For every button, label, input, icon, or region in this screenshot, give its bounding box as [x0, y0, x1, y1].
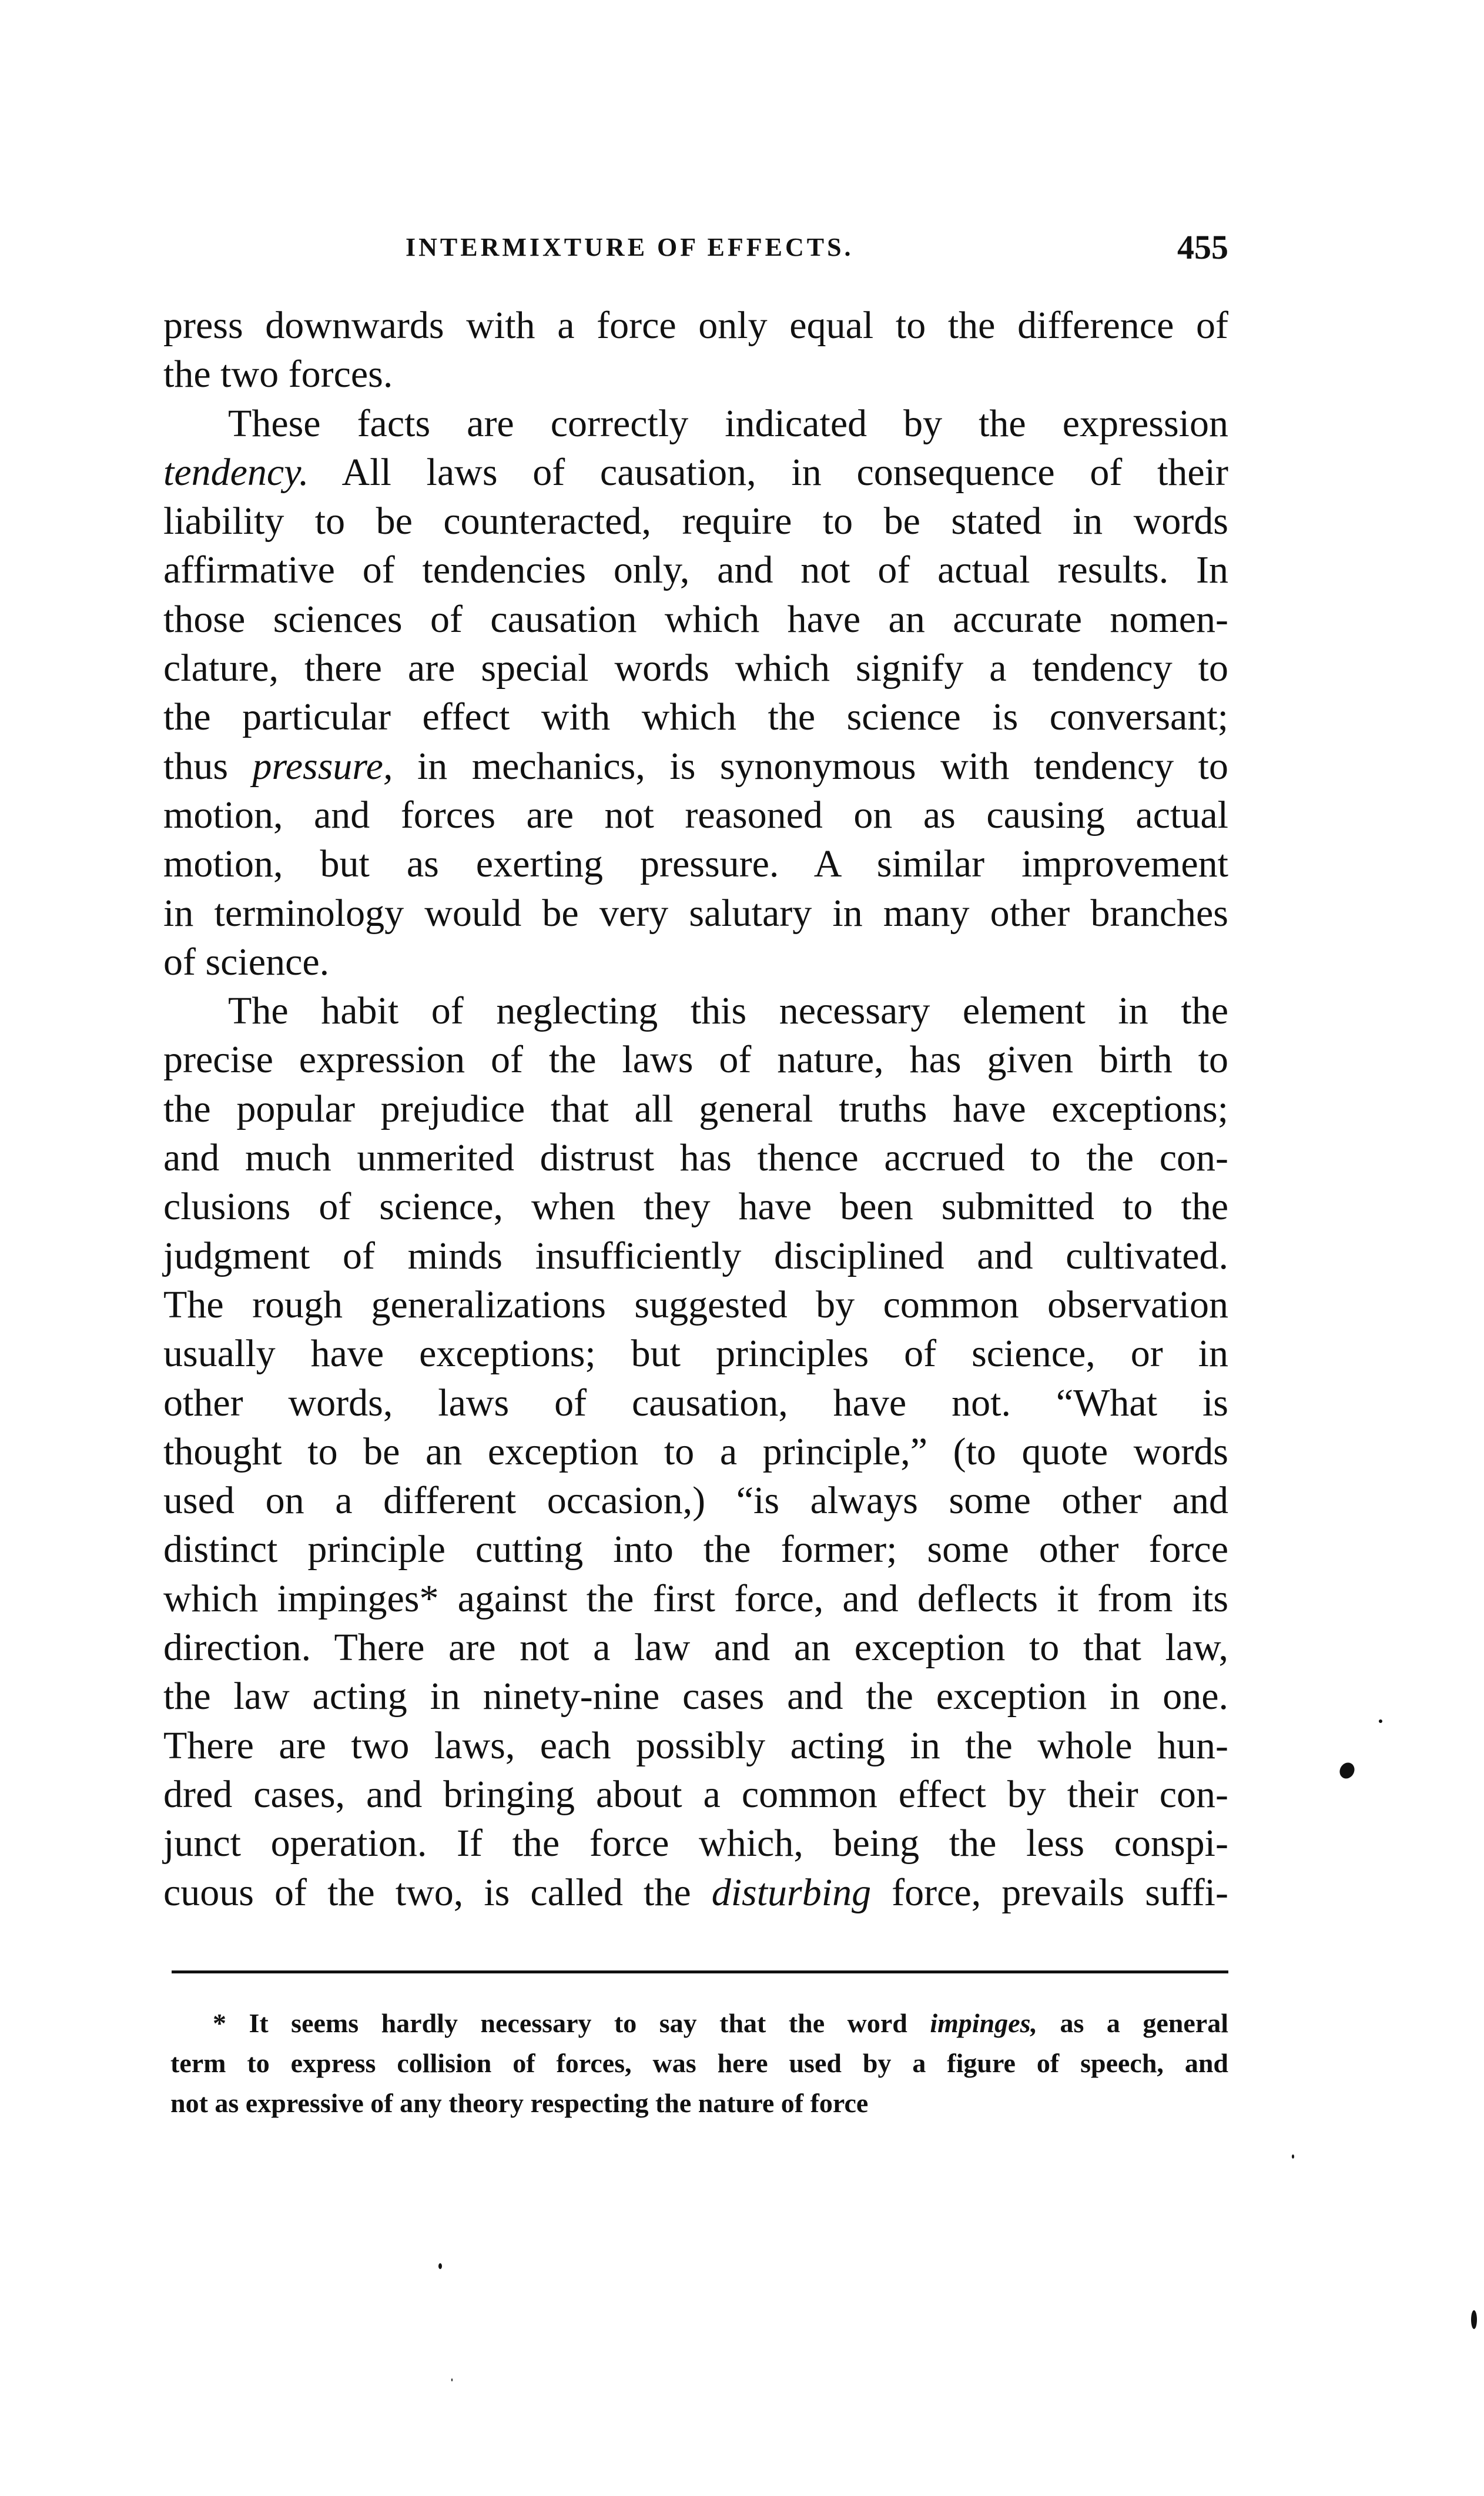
footnote-line [170, 2083, 1228, 2123]
text-run: in mechanics, is synonymous with tendency to [393, 744, 1228, 788]
text-run: clusions of science, when they have been submitted to the [163, 1185, 1228, 1229]
text-run: motion, and forces are not reasoned on as causing actual [163, 793, 1228, 837]
text-run: The habit of neglecting this necessary element in the [228, 989, 1228, 1033]
body-line [163, 1182, 1228, 1231]
body-line [163, 1868, 1228, 1917]
text-run: which impinges* against the first force, and deflects it from its [163, 1577, 1228, 1620]
body-line [163, 1721, 1228, 1770]
text-run: usually have exceptions; but principles of science, or in [163, 1332, 1228, 1376]
body-line [163, 399, 1228, 448]
scan-speck [1337, 1760, 1358, 1781]
body-line [163, 791, 1228, 839]
text-run: force, prevails suffi- [871, 1871, 1229, 1914]
text-run: * It seems hardly necessary to say that the word [213, 2008, 930, 2038]
text-run: precise expression of the laws of nature, has given birth to [163, 1038, 1228, 1082]
text-run: clature, there are special words which signify a tendency to [163, 647, 1228, 690]
body-line [163, 742, 1228, 791]
body-line [163, 1574, 1228, 1623]
text-run: those sciences of causation which have an accurate nomen- [163, 597, 1228, 641]
text-run: direction. There are not a law and an exception to that law, [163, 1626, 1228, 1669]
running-head [163, 228, 1228, 273]
text-run: These facts are correctly indicated by the expression [228, 401, 1228, 445]
italic-text: disturbing [711, 1871, 872, 1914]
text-run: affirmative of tendencies only, and not of actual results. In [163, 548, 1228, 592]
body-line [163, 1770, 1228, 1819]
text-run: dred cases, and bringing about a common effect by their con- [163, 1772, 1228, 1816]
body-line [163, 1329, 1228, 1378]
text-run: the law acting in ninety-nine cases and the exception in one. [163, 1675, 1228, 1718]
text-run: the popular prejudice that all general truths have exceptions; [163, 1087, 1228, 1130]
body-line [163, 595, 1228, 644]
text-run: of science. [163, 940, 330, 983]
italic-text: tendency. [163, 450, 309, 494]
text-run: other words, laws of causation, have not. “What is [163, 1381, 1228, 1424]
text-run: not as expressive of any theory respecting the nature of force [170, 2088, 869, 2118]
scan-speck [438, 2263, 442, 2269]
text-run: in terminology would be very salutary in many other branches [163, 891, 1228, 935]
text-run: cuous of the two, is called the [163, 1871, 712, 1914]
text-run: thought to be an exception to a principle,” (to quote words [163, 1430, 1228, 1473]
body-line [163, 1133, 1228, 1182]
text-run: thus [163, 744, 253, 788]
text-run: motion, but as exerting pressure. A similar improvement [163, 842, 1228, 886]
body-line [163, 1476, 1228, 1525]
body-line [163, 1819, 1228, 1868]
text-run: The rough generalizations suggested by common observation [163, 1283, 1228, 1326]
text-run: term to express collision of forces, was here used by a figure of speech, and [170, 2048, 1228, 2078]
body-line [163, 1280, 1228, 1329]
text-run: distinct principle cutting into the former; some other force [163, 1528, 1228, 1571]
page-number: 455 [1177, 228, 1228, 266]
body-line [163, 1035, 1228, 1084]
body-line [163, 497, 1228, 546]
scan-speck [451, 2378, 453, 2381]
text-run: and much unmerited distrust has thence accrued to the con- [163, 1136, 1228, 1180]
italic-text: impinges, [930, 2008, 1038, 2038]
footnotes [170, 2003, 1228, 2123]
body-line [163, 448, 1228, 497]
text-run: the particular effect with which the science is conversant; [163, 695, 1228, 739]
footnote-rule [172, 1970, 1228, 1973]
body-line [163, 938, 1228, 986]
body-line [163, 644, 1228, 692]
body-line [163, 1427, 1228, 1476]
footnote-line [170, 2043, 1228, 2083]
text-run: the two forces. [163, 353, 393, 396]
body-line [163, 350, 1228, 399]
running-title: INTERMIXTURE OF EFFECTS. [406, 233, 854, 262]
footnote-line [170, 2003, 1228, 2043]
text-run: There are two laws, each possibly acting in the whole hun- [163, 1724, 1228, 1767]
text-run: judgment of minds insufficiently disciplined and cultivated. [163, 1234, 1228, 1277]
body-line [163, 692, 1228, 741]
body-line [163, 1232, 1228, 1280]
body-line [163, 839, 1228, 888]
scan-speck [1292, 2154, 1294, 2159]
italic-text: pressure, [252, 744, 393, 788]
text-run: liability to be counteracted, require to be stated in words [163, 500, 1228, 543]
body-line [163, 1379, 1228, 1427]
text-run: used on a different occasion,) “is always some other and [163, 1479, 1228, 1523]
text-run: junct operation. If the force which, being the less conspi- [163, 1822, 1228, 1865]
text-run: All laws of causation, in consequence of their [309, 450, 1228, 494]
scan-speck [1379, 1719, 1382, 1723]
body-line [163, 889, 1228, 938]
body-line [163, 1085, 1228, 1133]
body-line [163, 986, 1228, 1035]
text-run: press downwards with a force only equal to the difference of [163, 304, 1228, 347]
body-line [163, 1623, 1228, 1672]
text-run: as a general [1037, 2008, 1228, 2038]
body-line [163, 301, 1228, 350]
body-line [163, 1672, 1228, 1721]
body-line [163, 1525, 1228, 1574]
body-line [163, 546, 1228, 594]
body-text [163, 301, 1228, 1917]
scan-speck [1471, 2310, 1477, 2329]
